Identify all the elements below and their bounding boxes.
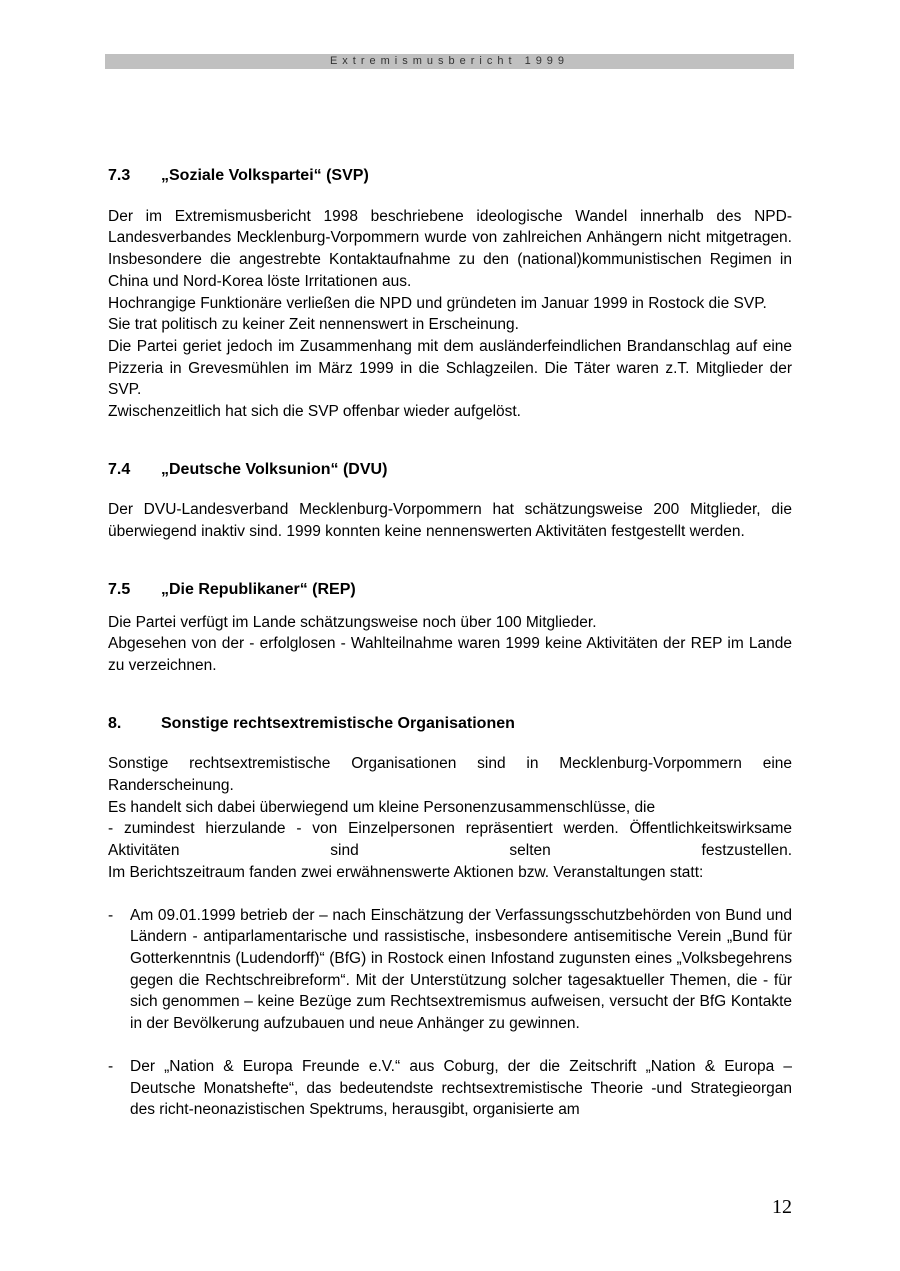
- paragraph: Zwischenzeitlich hat sich die SVP offenbar wieder aufgelöst.: [108, 403, 521, 421]
- section-title: „Deutsche Volksunion“ (DVU): [161, 460, 388, 478]
- list-item: [108, 905, 792, 1035]
- list-item-text: Am 09.01.1999 betrieb der – nach Einschätzung der Verfassungsschutzbehörden von Bund und Ländern - antiparlamentarische und rassistische, insbesondere antisemitische Verein „Bund für Gotterkenntnis (Ludendorff)“ (BfG) in Rostock einen Infostand zugunsten eines „Volksbegehrens gegen die Rechtschreibreform“. Mit der Unterstützung solcher tagesaktueller Themen, die - für sich genommen – keine Bezüge zum Rechtsextremismus aufweisen, versucht der BfG Kontakte in der Bevölkerung aufzubauen und neue Anhänger zu gewinnen.: [130, 906, 792, 1033]
- section-number: 8.: [108, 714, 122, 732]
- page-content: [108, 165, 792, 1121]
- paragraph: - zumindest hierzulande - von Einzelpersonen repräsentiert werden. Öffentlichkeitswirksame Aktivitäten sind selten festzustellen.: [108, 820, 792, 860]
- section-heading-8: [108, 713, 792, 735]
- section-number: 7.5: [108, 580, 131, 598]
- section-number: 7.3: [108, 167, 131, 184]
- running-title: Extremismusbericht 1999: [329, 55, 570, 67]
- paragraph: Im Berichtszeitraum fanden zwei erwähnenswerte Aktionen bzw. Veranstaltungen statt:: [108, 863, 704, 881]
- paragraph: Hochrangige Funktionäre verließen die NPD und gründeten im Januar 1999 in Rostock die SVP.: [108, 294, 767, 312]
- bullet-marker: -: [108, 906, 114, 924]
- paragraph: Die Partei verfügt im Lande schätzungsweise noch über 100 Mitglieder.: [108, 613, 597, 631]
- paragraph: Abgesehen von der - erfolglosen - Wahlteilnahme waren 1999 keine Aktivitäten der REP im Lande zu verzeichnen.: [108, 635, 792, 674]
- running-header: [105, 54, 794, 69]
- list-item-text: Der „Nation & Europa Freunde e.V.“ aus Coburg, der die Zeitschrift „Nation & Europa – Deutsche Monatshefte“, das bedeutendste rechtsextremistische Theorie -und Strategieorgan des richt-neonazistischen Spektrums, herausgibt, organisierte am: [130, 1057, 792, 1119]
- section-heading-7-3: [108, 165, 792, 187]
- page-number: 12: [772, 1196, 792, 1218]
- section-number: 7.4: [108, 460, 131, 478]
- paragraph: Sie trat politisch zu keiner Zeit nennenswert in Erscheinung.: [108, 316, 519, 334]
- section-title: Sonstige rechtsextremistische Organisationen: [161, 714, 515, 732]
- bullet-marker: -: [108, 1057, 114, 1075]
- paragraph: Der im Extremismusbericht 1998 beschriebene ideologische Wandel innerhalb des NPD-Landesverbandes Mecklenburg-Vorpommern wurde von zahlreichen Anhängern nicht mitgetragen. Insbesondere die angestrebte Kontaktaufnahme zu den (national)kommunistischen Regimen in China und Nord-Korea löste Irritationen aus.: [108, 207, 792, 290]
- paragraph: Es handelt sich dabei überwiegend um kleine Personenzusammenschlüsse, die: [108, 798, 656, 816]
- paragraph: Der DVU-Landesverband Mecklenburg-Vorpommern hat schätzungsweise 200 Mitglieder, die überwiegend inaktiv sind. 1999 konnten keine nennenswerten Aktivitäten festgestellt werden.: [108, 501, 792, 541]
- section-heading-7-4: [108, 459, 792, 481]
- list-item: [108, 1056, 792, 1121]
- section-heading-7-5: [108, 579, 792, 601]
- paragraph: Sonstige rechtsextremistische Organisationen sind in Mecklenburg-Vorpommern eine Randerscheinung.: [108, 755, 792, 795]
- section-title: „Die Republikaner“ (REP): [161, 580, 356, 598]
- section-title: „Soziale Volkspartei“ (SVP): [161, 167, 369, 184]
- paragraph: Die Partei geriet jedoch im Zusammenhang mit dem ausländerfeindlichen Brandanschlag auf eine Pizzeria in Grevesmühlen im März 1999 in die Schlagzeilen. Die Täter waren z.T. Mitglieder der SVP.: [108, 337, 792, 399]
